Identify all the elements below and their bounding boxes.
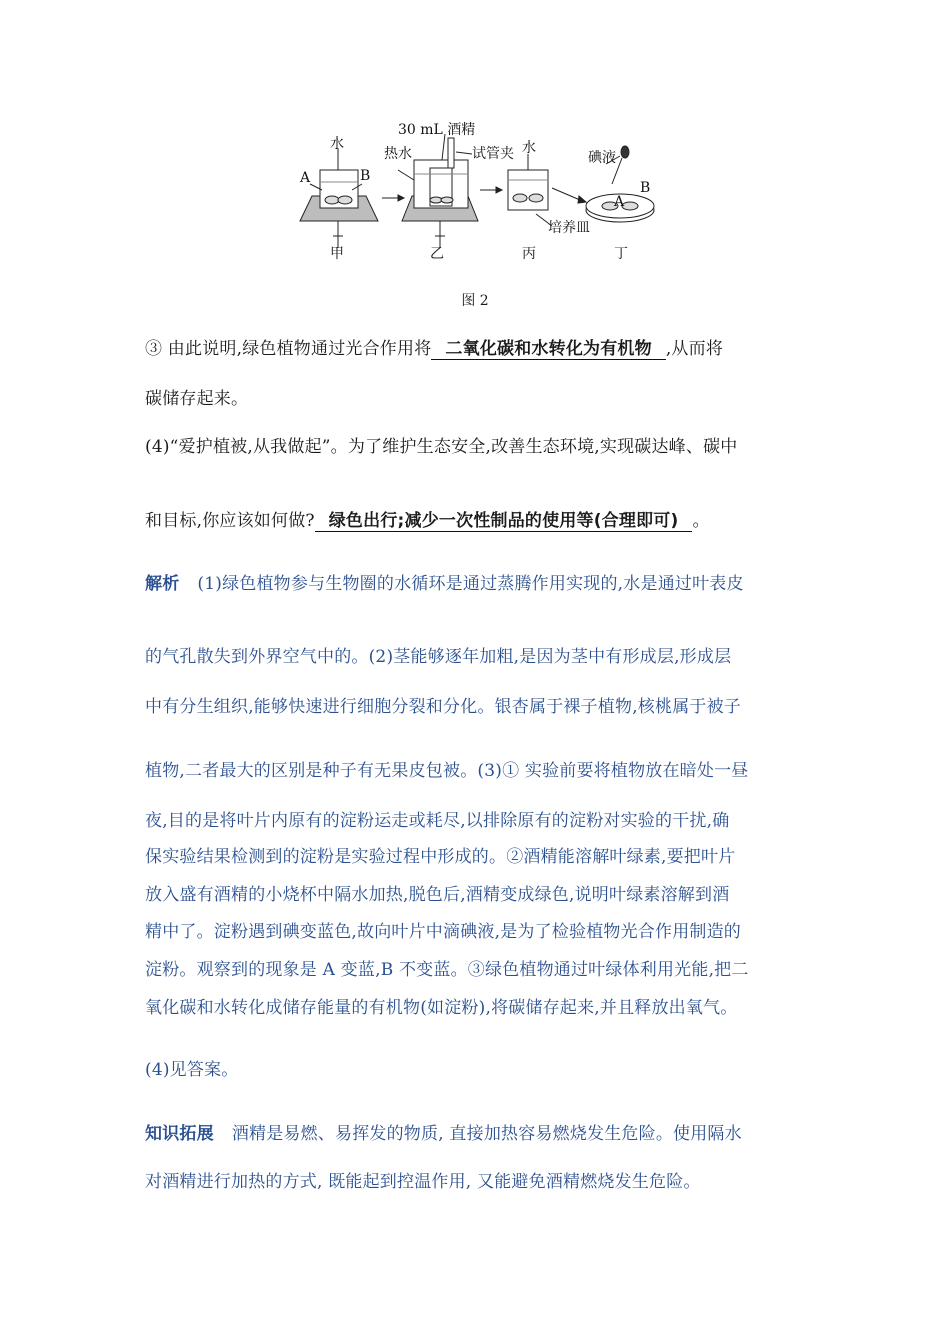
analysis-line-2: 的气孔散失到外界空气中的。(2)茎能够逐年加粗,是因为茎中有形成层,形成层 [145, 647, 732, 667]
q4-line1: (4)“爱护植被,从我做起”。为了维护生态安全,改善生态环境,实现碳达峰、碳中 [145, 437, 738, 457]
analysis-line-10: 氧化碳和水转化成储存能量的有机物(如淀粉),将碳储存起来,并且释放出氧气。 [145, 998, 738, 1018]
q3-suffix: ,从而将 [665, 339, 724, 359]
analysis-line-4: 植物,二者最大的区别是种子有无果皮包被。(3)① 实验前要将植物放在暗处一昼 [145, 761, 749, 781]
q4-prefix: 和目标,你应该如何做? [145, 511, 315, 531]
experiment-figure [290, 118, 670, 268]
fig-label-a1: A [300, 170, 311, 186]
beaker-bing [508, 170, 548, 210]
fig-label-water2: 水 [522, 140, 536, 156]
analysis-tag: 解析 [145, 574, 180, 594]
knowledge-line-2: 对酒精进行加热的方式, 既能起到控温作用, 又能避免酒精燃烧发生危险。 [145, 1172, 701, 1192]
analysis-line-3: 中有分生组织,能够快速进行细胞分裂和分化。银杏属于裸子植物,核桃属于被子 [145, 697, 742, 717]
fig-label-clamp: 试管夹 [472, 146, 514, 162]
fig-label-yi: 乙 [430, 246, 444, 262]
fig-label-hot-water: 热水 [384, 146, 412, 162]
q3-prefix: ③ 由此说明,绿色植物通过光合作用将 [145, 339, 432, 359]
fig-label-bing: 丙 [522, 246, 536, 262]
analysis-line-9: 淀粉。观察到的现象是 A 变蓝,B 不变蓝。③绿色植物通过叶绿体利用光能,把二 [145, 960, 749, 980]
fig-label-ding: 丁 [614, 246, 628, 262]
q3-line2: 碳储存起来。 [145, 389, 249, 409]
q4-line2 [145, 506, 710, 532]
fig-label-b1: B [360, 168, 371, 184]
knowledge-text-1: 酒精是易燃、易挥发的物质, 直接加热容易燃烧发生危险。使用隔水 [231, 1124, 742, 1144]
fig-label-alcohol: 30 mL 酒精 [398, 122, 476, 138]
knowledge-line-1 [145, 1119, 742, 1144]
analysis-line-11: (4)见答案。 [145, 1060, 239, 1080]
analysis-text-1: (1)绿色植物参与生物圈的水循环是通过蒸腾作用实现的,水是通过叶表皮 [197, 574, 744, 594]
fig-label-b2: B [640, 180, 651, 196]
analysis-line-6: 保实验结果检测到的淀粉是实验过程中形成的。②酒精能溶解叶绿素,要把叶片 [145, 847, 736, 867]
q4-answer: 绿色出行;减少一次性制品的使用等(合理即可) [315, 506, 693, 532]
knowledge-tag: 知识拓展 [145, 1124, 214, 1144]
fig-label-water1: 水 [330, 136, 344, 152]
fig-label-a2: A [614, 194, 625, 210]
fig-label-iodine: 碘液 [588, 150, 616, 166]
figure-caption: 图 2 [461, 293, 489, 309]
analysis-line-1 [145, 569, 744, 594]
fig-label-dish: 培养皿 [548, 220, 590, 236]
q3-answer: 二氧化碳和水转化为有机物 [431, 334, 665, 360]
fig-label-jia: 甲 [330, 246, 344, 262]
analysis-line-8: 精中了。淀粉遇到碘变蓝色,故向叶片中滴碘液,是为了检验植物光合作用制造的 [145, 922, 742, 942]
analysis-line-7: 放入盛有酒精的小烧杯中隔水加热,脱色后,酒精变成绿色,说明叶绿素溶解到酒 [145, 885, 730, 905]
q4-suffix: 。 [692, 511, 710, 531]
q3-line1 [145, 334, 723, 360]
analysis-line-5: 夜,目的是将叶片内原有的淀粉运走或耗尽,以排除原有的淀粉对实验的干扰,确 [145, 811, 730, 831]
